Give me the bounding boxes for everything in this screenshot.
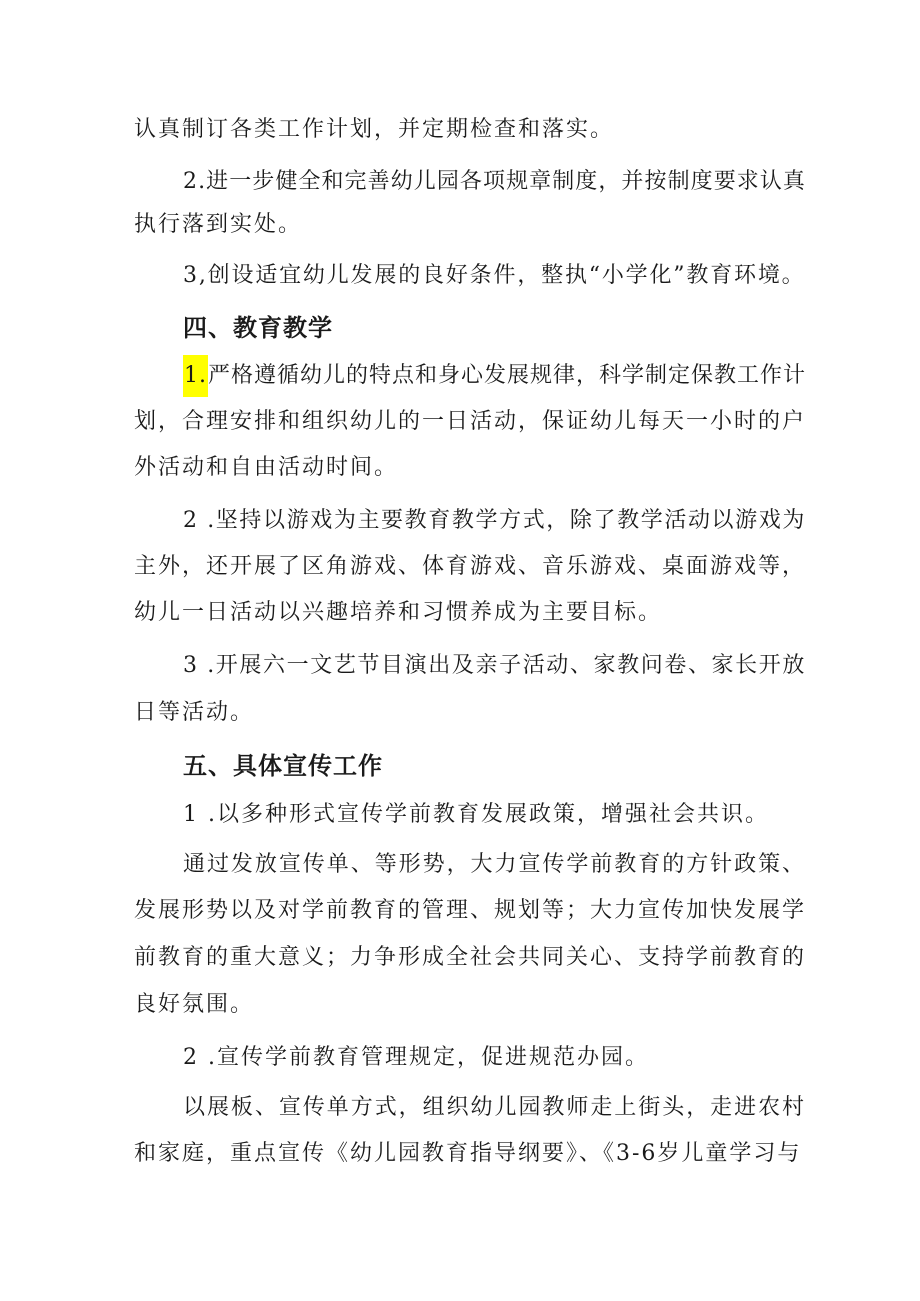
paragraph-line: 2 .宣传学前教育管理规定，促进规范办园。 xyxy=(183,1045,649,1070)
section-heading-publicity: 五、具体宣传工作 xyxy=(183,752,383,780)
paragraph-text: 严格遵循幼儿的特点和身心发展规律，科学制定保教工作计 xyxy=(208,363,807,388)
paragraph-line: 认真制订各类工作计划，并定期检查和落实。 xyxy=(134,117,615,142)
paragraph-line-highlighted xyxy=(183,361,806,397)
paragraph-line: 发展形势以及对学前教育的管理、规划等；大力宣传加快发展学 xyxy=(134,898,807,923)
paragraph-line: 执行落到实处。 xyxy=(134,212,303,237)
paragraph-line: 2.进一步健全和完善幼儿园各项规章制度，并按制度要求认真 xyxy=(183,169,806,194)
paragraph-line: 日等活动。 xyxy=(134,700,255,725)
paragraph-line: 1 .以多种形式宣传学前教育发展政策，增强社会共识。 xyxy=(183,802,769,827)
paragraph-line: 前教育的重大意义；力争形成全社会共同关心、支持学前教育的 xyxy=(134,945,807,970)
paragraph-line: 3,创设适宜幼儿发展的良好条件，整执“小学化”教育环境。 xyxy=(183,263,806,288)
paragraph-line: 通过发放宣传单、等形势，大力宣传学前教育的方针政策、 xyxy=(183,852,807,877)
paragraph-line: 幼儿一日活动以兴趣培养和习惯养成为主要目标。 xyxy=(134,600,663,625)
paragraph-line: 和家庭，重点宣传《幼儿园教育指导纲要》、《3-6岁儿童学习与 xyxy=(134,1141,802,1166)
paragraph-line: 划，合理安排和组织幼儿的一日活动，保证幼儿每天一小时的户 xyxy=(134,409,807,434)
paragraph-line: 2 .坚持以游戏为主要教育教学方式，除了教学活动以游戏为 xyxy=(183,508,806,533)
paragraph-line: 以展板、宣传单方式，组织幼儿园教师走上街头，走进农村 xyxy=(183,1095,807,1120)
section-heading-education: 四、教育教学 xyxy=(183,314,333,342)
paragraph-line: 主外，还开展了区角游戏、体育游戏、音乐游戏、桌面游戏等， xyxy=(134,554,807,579)
paragraph-line: 3 .开展六一文艺节目演出及亲子活动、家教问卷、家长开放 xyxy=(183,653,806,678)
highlight-marker: 1. xyxy=(183,355,208,397)
paragraph-line: 良好氛围。 xyxy=(134,992,255,1017)
paragraph-line: 外活动和自由活动时间。 xyxy=(134,455,399,480)
